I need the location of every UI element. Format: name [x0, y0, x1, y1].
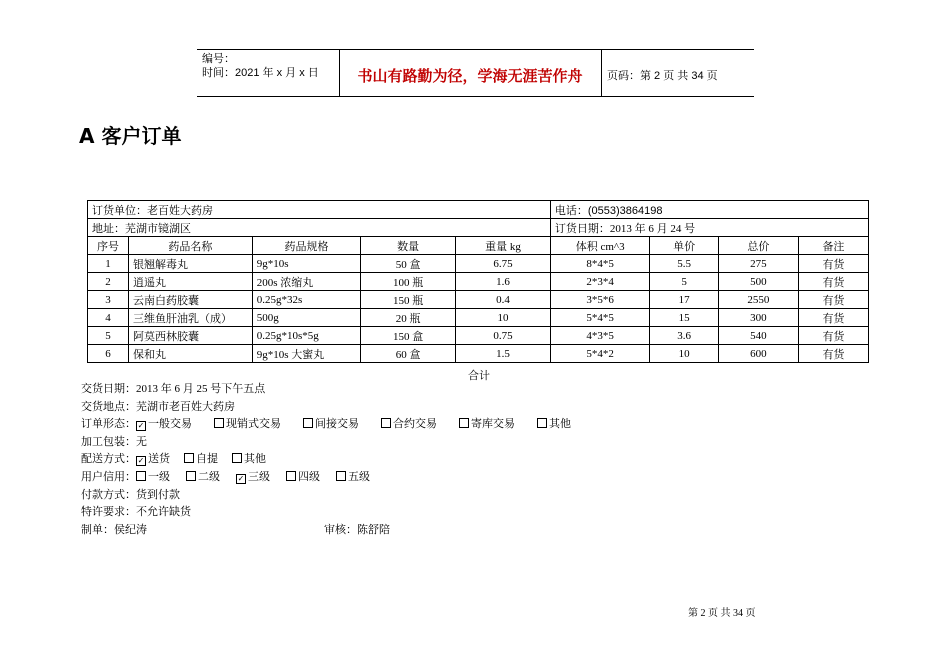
table-cell: 阿莫西林胶囊 [128, 327, 252, 345]
table-cell: 5*4*2 [550, 345, 650, 363]
checkbox-option[interactable] [303, 416, 359, 434]
table-cell: 5*4*5 [550, 309, 650, 327]
column-header: 序号 [88, 237, 129, 255]
unchecked-box-icon[interactable] [381, 418, 391, 428]
table-cell: 3 [88, 291, 129, 309]
table-cell: 5 [650, 273, 718, 291]
shipping-label: 配送方式： [81, 453, 136, 466]
column-header: 总价 [718, 237, 798, 255]
checkbox-label: 送货 [148, 453, 170, 466]
unchecked-box-icon[interactable] [286, 471, 296, 481]
checkbox-option[interactable] [336, 469, 370, 487]
checkbox-option[interactable] [236, 469, 270, 487]
unchecked-box-icon[interactable] [214, 418, 224, 428]
checkbox-label: 自提 [196, 453, 218, 466]
table-cell: 50 盒 [361, 255, 456, 273]
table-cell: 有货 [798, 255, 868, 273]
checkbox-option[interactable] [184, 451, 218, 469]
order-rows [88, 237, 869, 363]
checkbox-label: 其他 [244, 453, 266, 466]
checkbox-option[interactable] [537, 416, 571, 434]
table-cell: 600 [718, 345, 798, 363]
table-cell: 8*4*5 [550, 255, 650, 273]
checkbox-option[interactable] [286, 469, 320, 487]
total-label: 合计 [468, 370, 490, 382]
table-cell: 三维鱼肝油乳（成） [128, 309, 252, 327]
shipping-row [81, 451, 593, 469]
checked-box-icon[interactable]: ✓ [237, 473, 245, 483]
table-cell: 有货 [798, 345, 868, 363]
table-cell: 2550 [718, 291, 798, 309]
header-divider [601, 50, 602, 96]
table-cell: 0.4 [456, 291, 551, 309]
page-footer: 第 2 页 共 34 页 [688, 608, 756, 619]
checkbox-label: 现销式交易 [226, 418, 281, 431]
table-cell: 9g*10s [252, 255, 361, 273]
table-cell: 100 瓶 [361, 273, 456, 291]
table-cell: 540 [718, 327, 798, 345]
table-row [88, 309, 869, 327]
table-cell: 6 [88, 345, 129, 363]
table-cell: 1 [88, 255, 129, 273]
table-cell: 保和丸 [128, 345, 252, 363]
checkbox-option[interactable] [136, 451, 170, 469]
table-cell: 150 瓶 [361, 291, 456, 309]
table-cell: 有货 [798, 291, 868, 309]
header-page-label: 页码：第 2 页 共 34 页 [607, 70, 718, 82]
checkbox-option[interactable] [186, 469, 220, 487]
signature-row [81, 522, 593, 540]
checkbox-label: 一般交易 [148, 418, 192, 431]
info-row [88, 219, 869, 237]
unchecked-box-icon[interactable] [537, 418, 547, 428]
time-label: 时间：2021 年 x 月 x 日 [202, 67, 319, 79]
table-cell: 3*5*6 [550, 291, 650, 309]
column-header: 重量 kg [456, 237, 551, 255]
packaging: 加工包装：无 [81, 435, 147, 448]
table-row [88, 273, 869, 291]
checkbox-option[interactable] [214, 416, 281, 434]
column-header: 数量 [361, 237, 456, 255]
column-header: 单价 [650, 237, 718, 255]
payment: 付款方式：货到付款 [81, 488, 180, 501]
header-motto: 书山有路勤为径，学海无涯苦作舟 [357, 67, 583, 85]
checkbox-option[interactable] [459, 416, 515, 434]
checkbox-label: 二级 [198, 470, 220, 483]
table-cell: 有货 [798, 273, 868, 291]
table-row [88, 345, 869, 363]
column-header: 体积 cm^3 [550, 237, 650, 255]
table-cell: 500g [252, 309, 361, 327]
delivery-date: 交货日期：2013 年 6 月 25 号下午五点 [81, 383, 266, 395]
phone-number: (0553)3864198 [587, 204, 663, 217]
table-cell: 5 [88, 327, 129, 345]
order-address: 地址：芜湖市镜湖区 [88, 219, 551, 237]
reviewer: 审核：陈舒陪 [324, 523, 390, 536]
checkbox-label: 其他 [549, 418, 571, 431]
order-date: 订货日期：2013 年 6 月 24 号 [550, 219, 868, 237]
checkbox-option[interactable] [381, 416, 437, 434]
unchecked-box-icon[interactable] [336, 471, 346, 481]
table-cell: 150 盒 [361, 327, 456, 345]
table-cell: 有货 [798, 309, 868, 327]
checkbox-label: 五级 [348, 470, 370, 483]
table-cell: 逍遥丸 [128, 273, 252, 291]
table-cell: 10 [456, 309, 551, 327]
page-title: A 客户订单 [79, 124, 182, 148]
header-left [202, 52, 319, 80]
maker: 制单：侯纪涛 [81, 523, 147, 536]
order-unit: 订货单位：老百姓大药房 [88, 201, 551, 219]
table-cell: 17 [650, 291, 718, 309]
phone-label: 电话： [554, 204, 588, 217]
table-cell: 云南白药胶囊 [128, 291, 252, 309]
column-header: 药品规格 [252, 237, 361, 255]
table-cell: 300 [718, 309, 798, 327]
info-row [88, 201, 869, 219]
checkbox-option[interactable] [232, 451, 266, 469]
table-cell: 2*3*4 [550, 273, 650, 291]
credit-label: 用户信用： [81, 470, 136, 483]
table-cell: 20 瓶 [361, 309, 456, 327]
order-form-row [81, 416, 593, 434]
table-cell: 9g*10s 大蜜丸 [252, 345, 361, 363]
unchecked-box-icon[interactable] [459, 418, 469, 428]
order-details [81, 381, 593, 539]
special-requirement: 特许要求：不允许缺货 [81, 506, 191, 519]
checkbox-label: 寄库交易 [471, 418, 515, 431]
table-cell: 3.6 [650, 327, 718, 345]
table-cell: 0.25g*10s*5g [252, 327, 361, 345]
table-cell: 10 [650, 345, 718, 363]
table-cell: 60 盒 [361, 345, 456, 363]
table-cell: 0.25g*32s [252, 291, 361, 309]
order-form-label: 订单形态： [81, 418, 136, 431]
table-cell: 4*3*5 [550, 327, 650, 345]
table-cell: 有货 [798, 327, 868, 345]
table-cell: 500 [718, 273, 798, 291]
checkbox-label: 三级 [248, 470, 270, 483]
column-header: 药品名称 [128, 237, 252, 255]
checkbox-option[interactable] [136, 416, 192, 434]
table-header-row [88, 237, 869, 255]
table-row [88, 255, 869, 273]
table-row [88, 291, 869, 309]
table-cell: 0.75 [456, 327, 551, 345]
checked-box-icon[interactable]: ✓ [137, 456, 145, 466]
unchecked-box-icon[interactable] [232, 453, 242, 463]
checkbox-option[interactable] [136, 469, 170, 487]
unchecked-box-icon[interactable] [186, 471, 196, 481]
checkbox-label: 合约交易 [393, 418, 437, 431]
table-cell: 4 [88, 309, 129, 327]
checkbox-label: 一级 [148, 470, 170, 483]
number-label: 编号： [202, 53, 235, 65]
unchecked-box-icon[interactable] [184, 453, 194, 463]
table-cell: 2 [88, 273, 129, 291]
checked-box-icon[interactable]: ✓ [137, 421, 145, 431]
order-table [87, 200, 869, 363]
unchecked-box-icon[interactable] [303, 418, 313, 428]
table-cell: 银翘解毒丸 [128, 255, 252, 273]
phone-cell [550, 201, 868, 219]
column-header: 备注 [798, 237, 868, 255]
table-cell: 1.5 [456, 345, 551, 363]
table-cell: 1.6 [456, 273, 551, 291]
table-row [88, 327, 869, 345]
unchecked-box-icon[interactable] [136, 471, 146, 481]
table-cell: 275 [718, 255, 798, 273]
delivery-place: 交货地点：芜湖市老百姓大药房 [81, 400, 235, 413]
table-cell: 5.5 [650, 255, 718, 273]
table-cell: 200s 浓缩丸 [252, 273, 361, 291]
checkbox-label: 四级 [298, 470, 320, 483]
checkbox-label: 间接交易 [315, 418, 359, 431]
document-header [197, 49, 754, 97]
table-cell: 6.75 [456, 255, 551, 273]
table-cell: 15 [650, 309, 718, 327]
credit-row [81, 469, 593, 487]
